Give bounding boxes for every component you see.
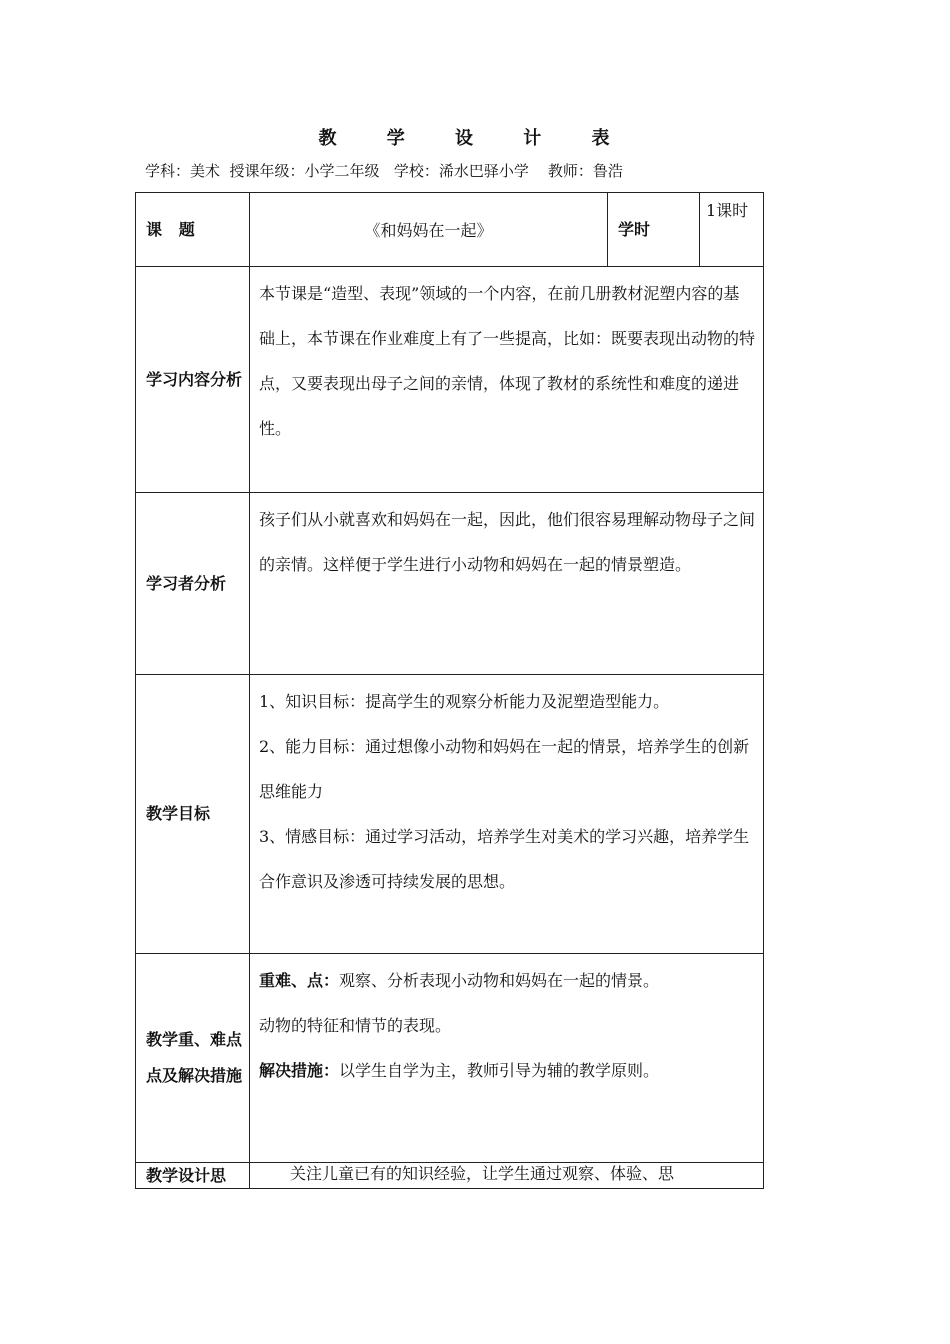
page-title: 教 学 设 计 表 bbox=[318, 128, 632, 149]
label-design-idea: 教学设计思 bbox=[136, 1163, 250, 1189]
label-teaching-goals: 教学目标 bbox=[136, 675, 250, 954]
meta-line: 学科：美术 授课年级：小学二年级 学校：浠水巴驿小学 教师：鲁浩 bbox=[145, 162, 623, 180]
row-content-analysis bbox=[136, 267, 764, 493]
solve-text: 以学生自学为主，教师引导为辅的教学原则。 bbox=[339, 1061, 660, 1080]
key-point-line bbox=[259, 958, 755, 1003]
goal-item: 2、能力目标：通过想像小动物和妈妈在一起的情景，培养学生的创新思维能力 bbox=[259, 737, 750, 801]
teaching-goals-cell bbox=[250, 675, 764, 954]
label-topic: 课 题 bbox=[136, 193, 250, 267]
solve-line bbox=[259, 1048, 755, 1093]
solve-label: 解决措施： bbox=[259, 1061, 340, 1080]
row-learner-analysis bbox=[136, 493, 764, 675]
key-point-line-2: 动物的特征和情节的表现。 bbox=[259, 1016, 452, 1035]
label-content-analysis: 学习内容分析 bbox=[136, 267, 250, 493]
hours-value: 1课时 bbox=[700, 193, 764, 267]
design-idea-text: 关注儿童已有的知识经验，让学生通过观察、体验、思 bbox=[250, 1163, 764, 1189]
row-topic bbox=[136, 193, 764, 267]
content-analysis-text: 本节课是“造型、表现”领域的一个内容，在前几册教材泥塑内容的基础上，本节课在作业难度上有了一些提高，比如：既要表现出动物的特点，又要表现出母子之间的亲情，体现了教材的系统性和难度的递进性。 bbox=[250, 267, 764, 493]
row-teaching-goals bbox=[136, 675, 764, 954]
label-hours: 学时 bbox=[608, 193, 700, 267]
key-text: 观察、分析表现小动物和妈妈在一起的情景。 bbox=[339, 971, 660, 990]
goal-item: 3、情感目标：通过学习活动，培养学生对美术的学习兴趣，培养学生合作意识及渗透可持续发展的思想。 bbox=[259, 827, 750, 891]
key-label: 重难、点： bbox=[259, 971, 340, 990]
goal-item: 1、知识目标：提高学生的观察分析能力及泥塑造型能力。 bbox=[259, 692, 670, 711]
row-design-idea bbox=[136, 1163, 764, 1189]
label-key-points: 教学重、难点点及解决措施 bbox=[136, 954, 250, 1163]
learner-analysis-text: 孩子们从小就喜欢和妈妈在一起，因此，他们很容易理解动物母子之间的亲情。这样便于学生进行小动物和妈妈在一起的情景塑造。 bbox=[250, 493, 764, 675]
key-points-cell bbox=[250, 954, 764, 1163]
topic-value: 《和妈妈在一起》 bbox=[250, 193, 608, 267]
row-key-points bbox=[136, 954, 764, 1163]
label-learner-analysis: 学习者分析 bbox=[136, 493, 250, 675]
lesson-design-table bbox=[135, 192, 764, 1189]
